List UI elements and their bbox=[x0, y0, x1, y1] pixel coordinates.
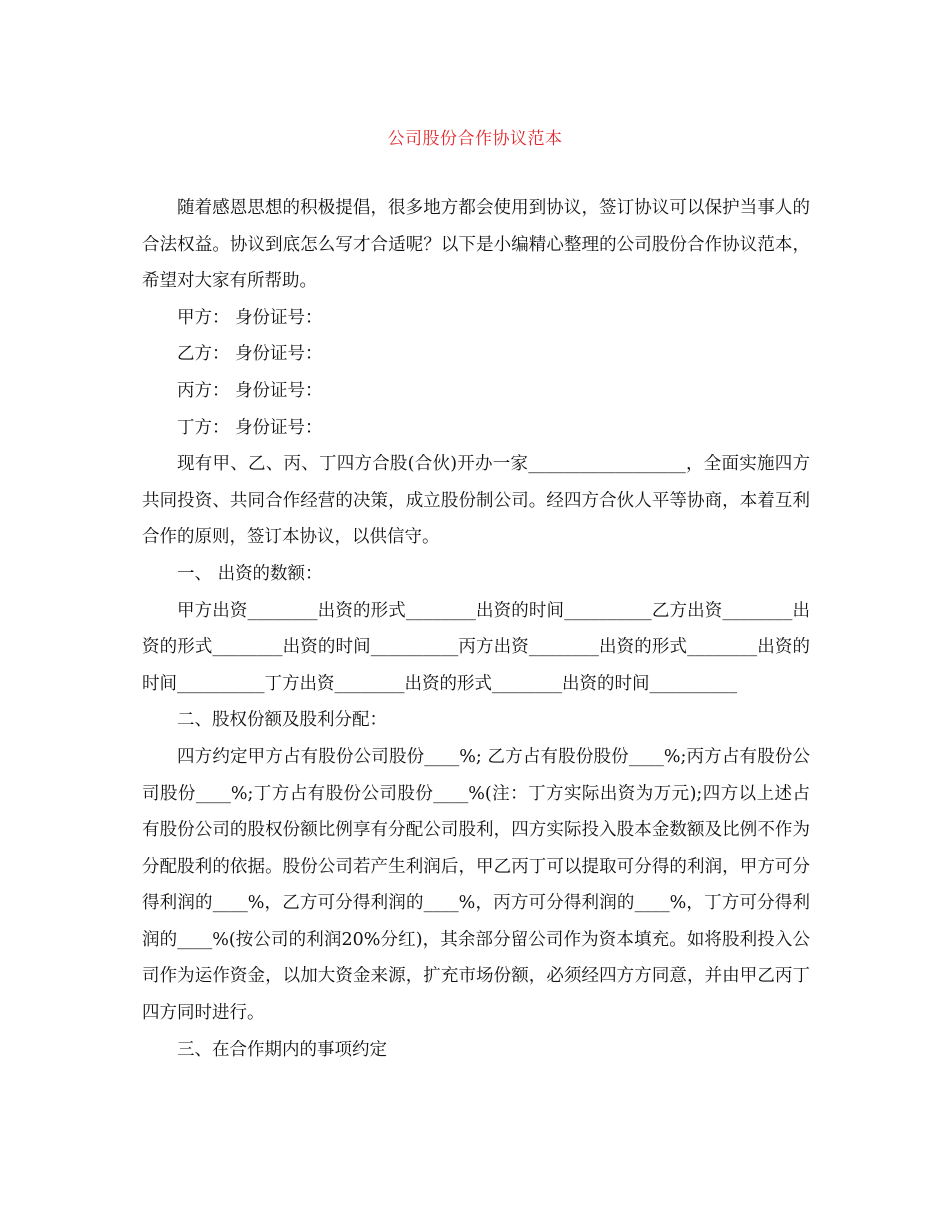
contribution-paragraph: 甲方出资________出资的形式________出资的时间__________乙方出资________出资的形式________出资的时间__________丙方出资________出资的形式________出资的时间__________丁方出资________出资的形式________出资的时间__________ bbox=[142, 600, 810, 694]
party-b-line: 乙方： 身份证号： bbox=[177, 344, 323, 365]
party-a-line: 甲方： 身份证号： bbox=[177, 307, 323, 328]
equity-paragraph: 四方约定甲方占有股份公司股份____%; 乙方占有股份股份____%;丙方占有股份公司股份____%;丁方占有股份公司股份____%(注：丁方实际出资为万元);四方以上述占有股份公司的股权份额比例享有分配公司股利，四方实际投入股本金数额及比例不作为分配股利的依据。股份公司若产生利润后，甲乙丙丁可以提取可分得的利润，甲方可分得利润的____%，乙方可分得利润的____%，丙方可分得利润的____%，丁方可分得利润的____%(按公司的利润20%分红)，其余部分留公司作为资本填充。如将股利投入公司作为运作资金，以加大资金来源，扩充市场份额，必须经四方方同意，并由甲乙丙丁四方同时进行。 bbox=[142, 746, 810, 1024]
party-c-line: 丙方： 身份证号： bbox=[177, 380, 323, 401]
party-d-line: 丁方： 身份证号： bbox=[177, 417, 323, 438]
section-3-heading: 三、在合作期内的事项约定 bbox=[177, 1039, 387, 1060]
document-title: 公司股份合作协议范本 bbox=[387, 129, 563, 149]
section-1-heading: 一、 出资的数额： bbox=[177, 563, 323, 584]
purpose-paragraph: 现有甲、乙、丙、丁四方合股(合伙)开办一家__________________，全面实施四方共同投资、共同合作经营的决策，成立股份制公司。经四方合伙人平等协商，本着互利合作的原则，签订本协议，以供信守。 bbox=[142, 454, 810, 548]
section-2-heading: 二、股权份额及股利分配： bbox=[177, 710, 387, 731]
document-body bbox=[142, 190, 810, 1068]
intro-paragraph: 随着感恩思想的积极提倡，很多地方都会使用到协议，签订协议可以保护当事人的合法权益。协议到底怎么写才合适呢？以下是小编精心整理的公司股份合作协议范本，希望对大家有所帮助。 bbox=[142, 198, 810, 292]
